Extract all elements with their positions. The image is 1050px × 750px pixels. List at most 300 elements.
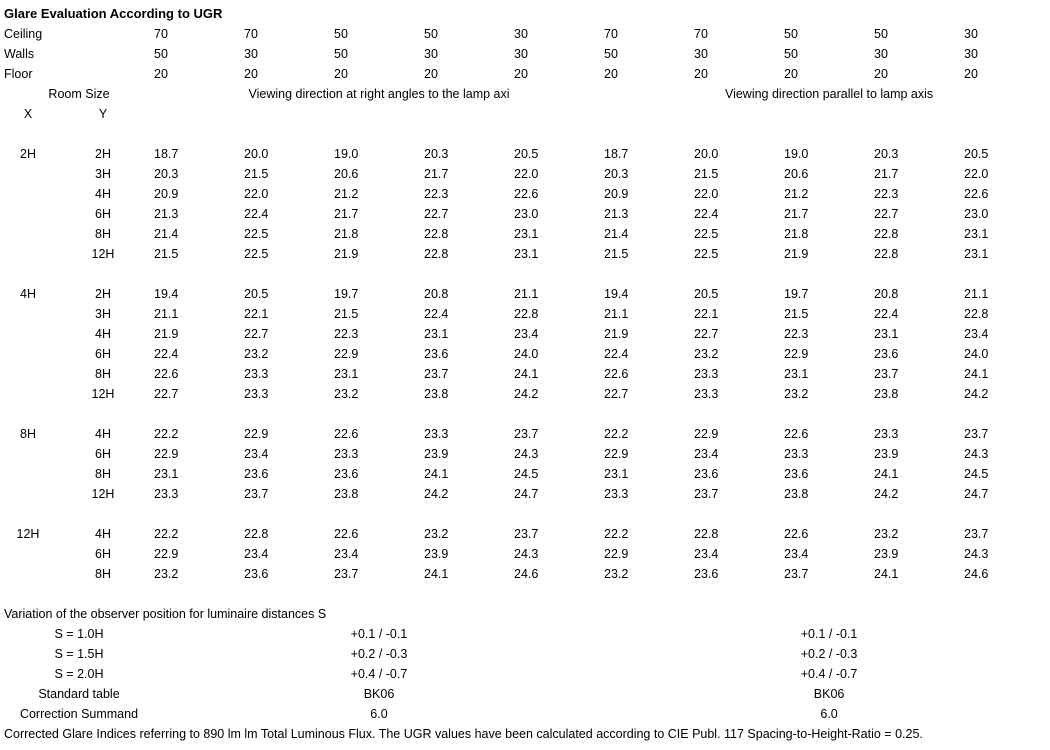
spacer-cell (604, 584, 694, 604)
ugr-value: 22.0 (514, 167, 539, 181)
ugr-value: 23.8 (334, 487, 359, 501)
ugr-value: 23.3 (874, 427, 899, 441)
table-row (4, 144, 1050, 164)
ugr-value: 20.5 (964, 147, 989, 161)
ugr-value: 24.3 (964, 447, 989, 461)
variation-value-parallel: +0.1 / -0.1 (800, 627, 858, 641)
spacer-cell (4, 124, 52, 144)
ugr-value: 21.9 (784, 247, 809, 261)
ugr-value: 23.6 (874, 347, 899, 361)
group-gap-row (4, 504, 1050, 524)
ugr-value: 23.1 (874, 327, 899, 341)
standard-label: Standard table (38, 687, 120, 701)
ugr-value: 24.3 (964, 547, 989, 561)
variation-title-row (4, 604, 1050, 624)
room-y: 8H (95, 227, 111, 241)
ugr-value: 22.8 (694, 527, 719, 541)
ugr-value: 23.8 (424, 387, 449, 401)
spacer-cell (874, 264, 964, 284)
ugr-value: 22.9 (244, 427, 269, 441)
ugr-value: 20.3 (874, 147, 899, 161)
table-row (4, 344, 1050, 364)
spacer-cell (604, 504, 694, 524)
ugr-value: 23.7 (244, 487, 269, 501)
room-x-blank (4, 464, 52, 484)
ugr-value: 23.4 (244, 547, 269, 561)
ceiling-value: 50 (334, 27, 348, 41)
walls-value: 50 (154, 47, 168, 61)
ugr-value: 22.7 (154, 387, 179, 401)
spacer-cell (334, 404, 424, 424)
ugr-value: 24.6 (964, 567, 989, 581)
ceiling-value: 50 (874, 27, 888, 41)
ugr-value: 20.9 (154, 187, 179, 201)
ugr-value: 23.7 (514, 527, 539, 541)
variation-row (4, 624, 1050, 644)
ugr-value: 22.6 (604, 367, 629, 381)
ugr-value: 23.7 (424, 367, 449, 381)
room-y: 8H (95, 367, 111, 381)
table-row-floor (4, 64, 1050, 84)
ugr-value: 22.8 (874, 227, 899, 241)
spacer-cell (244, 584, 334, 604)
room-y: 2H (95, 147, 111, 161)
ugr-value: 22.4 (874, 307, 899, 321)
room-x-blank (4, 364, 52, 384)
room-x-blank (4, 304, 52, 324)
ugr-value: 18.7 (154, 147, 179, 161)
ugr-value: 22.3 (784, 327, 809, 341)
ugr-value: 23.7 (334, 567, 359, 581)
ugr-value: 22.3 (424, 187, 449, 201)
ugr-value: 23.3 (424, 427, 449, 441)
room-x-blank (4, 224, 52, 244)
spacer-cell (334, 264, 424, 284)
ugr-value: 23.4 (694, 547, 719, 561)
room-y: 4H (95, 427, 111, 441)
ugr-value: 20.3 (604, 167, 629, 181)
spacer-cell (694, 124, 784, 144)
ugr-value: 22.7 (694, 327, 719, 341)
ugr-value: 23.4 (334, 547, 359, 561)
table-row (4, 184, 1050, 204)
ugr-value: 23.6 (424, 347, 449, 361)
table-row-walls (4, 44, 1050, 64)
spacer-cell (52, 124, 154, 144)
title-row (4, 4, 1050, 24)
ugr-value: 22.1 (694, 307, 719, 321)
correction-value-parallel: 6.0 (820, 707, 838, 721)
ugr-value: 21.1 (964, 287, 989, 301)
ugr-value: 23.4 (514, 327, 539, 341)
walls-value: 30 (514, 47, 528, 61)
ugr-value: 23.3 (694, 387, 719, 401)
correction-label: Correction Summand (19, 707, 139, 721)
ugr-value: 22.6 (154, 367, 179, 381)
variation-label: S = 1.5H (54, 647, 104, 661)
variation-value-perpendicular: +0.4 / -0.7 (350, 667, 408, 681)
ugr-value: 21.2 (784, 187, 809, 201)
walls-value: 50 (334, 47, 348, 61)
ugr-value: 22.9 (334, 347, 359, 361)
spacer-cell (964, 124, 1050, 144)
room-x-blank (4, 164, 52, 184)
ugr-value: 21.1 (514, 287, 539, 301)
spacer-cell (784, 124, 874, 144)
ugr-value: 23.3 (604, 487, 629, 501)
ugr-value: 22.5 (694, 227, 719, 241)
ugr-value: 22.5 (244, 227, 269, 241)
ceiling-value: 50 (784, 27, 798, 41)
spacer-cell (244, 504, 334, 524)
ugr-value: 20.5 (244, 287, 269, 301)
ugr-value: 22.4 (244, 207, 269, 221)
variation-row (4, 664, 1050, 684)
room-y: 6H (95, 207, 111, 221)
room-x: 12H (16, 527, 40, 541)
ugr-value: 21.8 (334, 227, 359, 241)
ugr-value: 22.2 (604, 527, 629, 541)
standard-value-parallel: BK06 (813, 687, 845, 701)
ugr-value: 22.8 (964, 307, 989, 321)
ugr-value: 22.9 (784, 347, 809, 361)
axis-y-label: Y (98, 107, 108, 121)
table-row (4, 384, 1050, 404)
ugr-value: 23.2 (334, 387, 359, 401)
spacer-cell (154, 404, 244, 424)
ugr-value: 23.1 (604, 467, 629, 481)
spacer-cell (514, 404, 604, 424)
ugr-value: 22.9 (694, 427, 719, 441)
ugr-value: 21.4 (604, 227, 629, 241)
spacer-cell (424, 404, 514, 424)
spacer-cell (334, 504, 424, 524)
ugr-value: 23.2 (244, 347, 269, 361)
ugr-value: 24.5 (514, 467, 539, 481)
table-row (4, 164, 1050, 184)
standard-row (4, 684, 1050, 704)
room-y: 3H (95, 307, 111, 321)
room-y: 8H (95, 567, 111, 581)
spacer-cell (424, 124, 514, 144)
ugr-value: 23.1 (964, 227, 989, 241)
standard-value-perpendicular: BK06 (363, 687, 395, 701)
ugr-value: 21.9 (334, 247, 359, 261)
ugr-value: 22.7 (874, 207, 899, 221)
ugr-value: 23.4 (964, 327, 989, 341)
variation-title: Variation of the observer position for luminaire distances S (4, 607, 327, 621)
direction-header-parallel: Viewing direction parallel to lamp axis (724, 87, 934, 101)
table-row (4, 564, 1050, 584)
table-row (4, 424, 1050, 444)
ceiling-value: 30 (514, 27, 528, 41)
ugr-value: 23.1 (514, 247, 539, 261)
ugr-value: 22.7 (604, 387, 629, 401)
group-gap-row (4, 404, 1050, 424)
room-y: 8H (95, 467, 111, 481)
ugr-value: 22.2 (154, 427, 179, 441)
ugr-value: 23.3 (784, 447, 809, 461)
ugr-value: 23.7 (694, 487, 719, 501)
spacer-cell (514, 584, 604, 604)
ugr-value: 20.0 (244, 147, 269, 161)
ugr-value: 22.4 (604, 347, 629, 361)
ugr-value: 19.0 (784, 147, 809, 161)
spacer-cell (154, 104, 244, 124)
ugr-value: 23.2 (604, 567, 629, 581)
spacer-cell (514, 264, 604, 284)
floor-value: 20 (604, 67, 618, 81)
ugr-value: 22.9 (154, 447, 179, 461)
ugr-value: 24.1 (424, 467, 449, 481)
spacer-cell (874, 404, 964, 424)
spacer-cell (604, 124, 694, 144)
section-header-row (4, 84, 1050, 104)
ugr-value: 24.1 (514, 367, 539, 381)
ugr-value: 21.5 (604, 247, 629, 261)
floor-value: 20 (874, 67, 888, 81)
room-x-blank (4, 204, 52, 224)
ugr-value: 24.3 (514, 547, 539, 561)
spacer-cell (424, 264, 514, 284)
spacer-cell (52, 504, 154, 524)
ugr-value: 21.5 (694, 167, 719, 181)
spacer-cell (964, 264, 1050, 284)
ugr-value: 23.1 (154, 467, 179, 481)
ugr-value: 21.2 (334, 187, 359, 201)
ugr-value: 23.1 (424, 327, 449, 341)
spacer-cell (4, 504, 52, 524)
ugr-value: 22.9 (604, 547, 629, 561)
ugr-value: 21.3 (154, 207, 179, 221)
spacer-cell (4, 264, 52, 284)
room-y: 4H (95, 187, 111, 201)
spacer-cell (154, 124, 244, 144)
floor-value: 20 (964, 67, 978, 81)
ugr-value: 22.1 (244, 307, 269, 321)
ugr-value: 24.0 (964, 347, 989, 361)
ugr-value: 23.0 (514, 207, 539, 221)
spacer-cell (694, 264, 784, 284)
spacer-cell (964, 104, 1050, 124)
ugr-value: 22.8 (244, 527, 269, 541)
ugr-value: 24.7 (514, 487, 539, 501)
ugr-value: 23.7 (514, 427, 539, 441)
ugr-value: 23.3 (244, 387, 269, 401)
room-x-blank (4, 544, 52, 564)
ugr-value: 20.9 (604, 187, 629, 201)
ugr-value: 24.0 (514, 347, 539, 361)
variation-label: S = 2.0H (54, 667, 104, 681)
room-y: 6H (95, 447, 111, 461)
ugr-value: 20.5 (514, 147, 539, 161)
ugr-table (4, 4, 1050, 744)
ugr-value: 24.7 (964, 487, 989, 501)
spacer-cell (154, 264, 244, 284)
ugr-value: 21.7 (874, 167, 899, 181)
variation-label: S = 1.0H (54, 627, 104, 641)
ugr-value: 23.4 (784, 547, 809, 561)
room-x: 2H (20, 147, 36, 161)
ceiling-value: 70 (604, 27, 618, 41)
ugr-value: 21.1 (604, 307, 629, 321)
spacer-cell (604, 264, 694, 284)
spacer-cell (964, 584, 1050, 604)
spacer-cell (514, 504, 604, 524)
ugr-value: 20.3 (424, 147, 449, 161)
spacer-cell (514, 104, 604, 124)
ugr-value: 23.7 (874, 367, 899, 381)
ugr-value: 20.6 (334, 167, 359, 181)
ugr-value: 21.4 (154, 227, 179, 241)
ugr-value: 21.8 (784, 227, 809, 241)
spacer-cell (874, 124, 964, 144)
spacer-cell (334, 124, 424, 144)
ugr-value: 22.8 (514, 307, 539, 321)
ugr-value: 22.6 (514, 187, 539, 201)
ugr-value: 24.1 (874, 467, 899, 481)
spacer-row (4, 584, 1050, 604)
ugr-value: 21.5 (244, 167, 269, 181)
ugr-value: 22.9 (604, 447, 629, 461)
table-row (4, 364, 1050, 384)
room-y: 12H (91, 487, 115, 501)
ugr-value: 23.6 (244, 567, 269, 581)
ugr-value: 22.2 (154, 527, 179, 541)
table-row (4, 444, 1050, 464)
spacer-cell (694, 584, 784, 604)
ugr-value: 21.5 (784, 307, 809, 321)
row-label-walls: Walls (4, 47, 35, 61)
walls-value: 30 (424, 47, 438, 61)
ugr-value: 23.6 (694, 467, 719, 481)
spacer-cell (784, 404, 874, 424)
ceiling-value: 70 (694, 27, 708, 41)
floor-value: 20 (334, 67, 348, 81)
ugr-value: 23.4 (244, 447, 269, 461)
floor-value: 20 (514, 67, 528, 81)
footer-row (4, 724, 1050, 744)
room-x: 8H (20, 427, 36, 441)
ugr-value: 23.1 (334, 367, 359, 381)
spacer-cell (244, 264, 334, 284)
axis-header-row (4, 104, 1050, 124)
ugr-value: 24.6 (514, 567, 539, 581)
spacer-cell (784, 264, 874, 284)
ugr-value: 23.3 (694, 367, 719, 381)
ugr-value: 24.2 (424, 487, 449, 501)
spacer-cell (604, 104, 694, 124)
ugr-value: 20.8 (874, 287, 899, 301)
ugr-value: 24.2 (514, 387, 539, 401)
variation-value-perpendicular: +0.1 / -0.1 (350, 627, 408, 641)
standard-row (4, 704, 1050, 724)
floor-value: 20 (784, 67, 798, 81)
footer-note: Corrected Glare Indices referring to 890 lm lm Total Luminous Flux. The UGR values have been calculated according to CIE Publ. 117 Spacing-to-Height-Ratio = 0.25. (4, 727, 923, 741)
variation-value-parallel: +0.4 / -0.7 (800, 667, 858, 681)
ugr-value: 23.6 (694, 567, 719, 581)
ugr-value: 23.1 (784, 367, 809, 381)
room-size-header: Room Size (48, 87, 110, 101)
spacer-cell (244, 104, 334, 124)
table-row (4, 484, 1050, 504)
ugr-value: 24.1 (964, 367, 989, 381)
ugr-value: 19.7 (784, 287, 809, 301)
spacer-cell (874, 504, 964, 524)
room-x: 4H (20, 287, 36, 301)
floor-value: 20 (244, 67, 258, 81)
walls-value: 50 (604, 47, 618, 61)
ugr-value: 22.8 (874, 247, 899, 261)
direction-header-perpendicular: Viewing direction at right angles to the lamp axi (248, 87, 510, 101)
ceiling-value: 50 (424, 27, 438, 41)
room-x-blank (4, 444, 52, 464)
spacer-cell (334, 584, 424, 604)
spacer-cell (334, 104, 424, 124)
ugr-value: 24.3 (514, 447, 539, 461)
ugr-value: 24.1 (874, 567, 899, 581)
ugr-value: 23.9 (874, 547, 899, 561)
floor-value: 20 (154, 67, 168, 81)
walls-value: 50 (784, 47, 798, 61)
ugr-value: 21.5 (334, 307, 359, 321)
ugr-value: 24.2 (964, 387, 989, 401)
ugr-value: 20.8 (424, 287, 449, 301)
room-x-blank (4, 564, 52, 584)
spacer-cell (424, 104, 514, 124)
ceiling-value: 70 (154, 27, 168, 41)
ugr-value: 24.1 (424, 567, 449, 581)
spacer-cell (514, 124, 604, 144)
ceiling-value: 30 (964, 27, 978, 41)
floor-value: 20 (424, 67, 438, 81)
room-y: 4H (95, 327, 111, 341)
ugr-value: 19.4 (154, 287, 179, 301)
spacer-cell (154, 504, 244, 524)
ugr-value: 23.2 (874, 527, 899, 541)
ugr-value: 20.0 (694, 147, 719, 161)
row-label-floor: Floor (4, 67, 33, 81)
ugr-value: 23.9 (424, 547, 449, 561)
table-row (4, 324, 1050, 344)
row-label-ceiling: Ceiling (4, 27, 43, 41)
spacer-cell (424, 584, 514, 604)
walls-value: 30 (874, 47, 888, 61)
room-x-blank (4, 344, 52, 364)
walls-value: 30 (964, 47, 978, 61)
table-row (4, 244, 1050, 264)
ugr-value: 22.6 (334, 527, 359, 541)
ugr-value: 23.7 (964, 427, 989, 441)
ugr-value: 22.5 (244, 247, 269, 261)
ugr-value: 23.7 (784, 567, 809, 581)
ugr-value: 22.7 (244, 327, 269, 341)
walls-value: 30 (244, 47, 258, 61)
ugr-value: 18.7 (604, 147, 629, 161)
ugr-value: 23.6 (784, 467, 809, 481)
spacer-cell (784, 504, 874, 524)
spacer-cell (784, 584, 874, 604)
ugr-value: 23.3 (244, 367, 269, 381)
ugr-value: 22.7 (424, 207, 449, 221)
ugr-value: 23.6 (244, 467, 269, 481)
table-row (4, 464, 1050, 484)
group-gap-row (4, 264, 1050, 284)
room-x-blank (4, 484, 52, 504)
room-y: 2H (95, 287, 111, 301)
floor-value: 20 (694, 67, 708, 81)
ugr-value: 22.4 (694, 207, 719, 221)
